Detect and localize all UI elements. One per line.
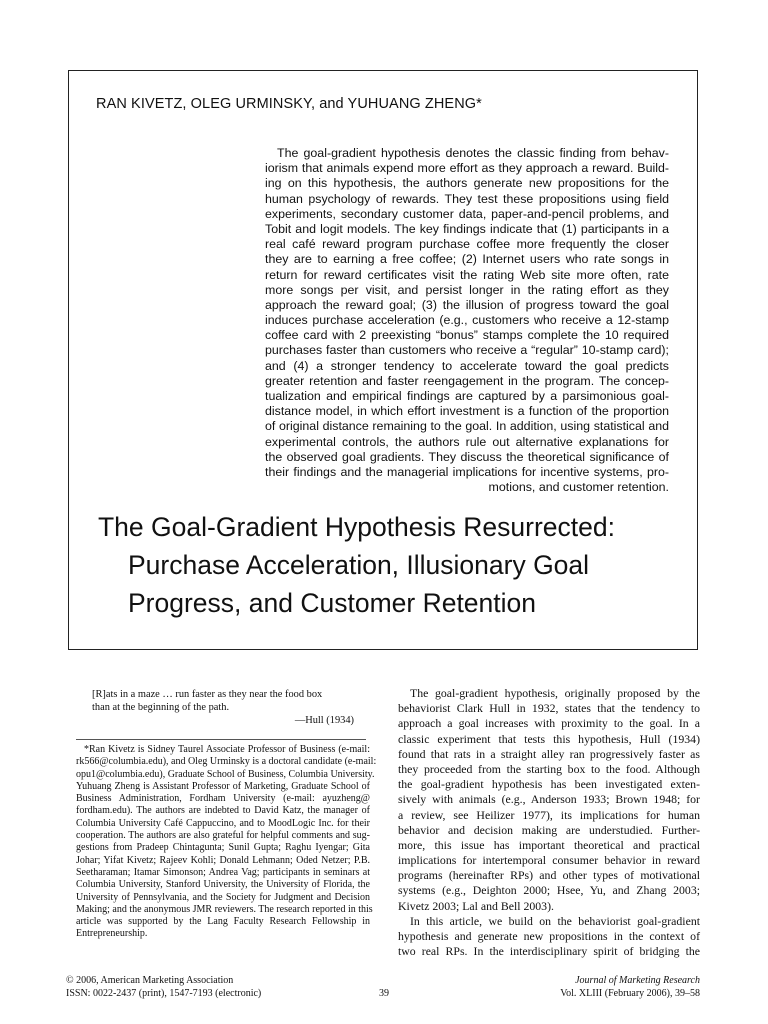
volume-info: Vol. XLIII (February 2006), 39–58 [560,988,700,999]
body-line: they proceeded from the starting box to the food. Although [398,761,700,776]
abstract-line: the observed goal gradients. They discuss the theoretical significance of [265,449,669,464]
body-line: behavior and decision making are understudied. Further- [398,822,700,837]
abstract-line: ing on this hypothesis, the authors generate new propositions for the [265,176,669,191]
footnote-divider [76,739,366,740]
footnote-line: University of Pennsylvania, and the Society for Judgment and Decision [76,891,370,903]
article-title [98,508,678,622]
body-line: Kivetz 2003; Lal and Bell 2003). [398,898,554,913]
abstract-line: real café reward program purchase coffee more frequently the closer [265,237,669,252]
body-line: classic experiment that tests this hypothesis, Hull (1934) [398,731,700,746]
footnote-line: opu1@columbia.edu), Graduate School of Business, Columbia University. [76,768,375,780]
footnote-line: Columbia University, Stanford University, the University of Florida, the [76,879,370,891]
epigraph-line: than at the beginning of the path. [92,702,230,713]
footnote-line: Yuhuang Zheng is Assistant Professor of Marketing, Graduate School of [76,780,370,792]
abstract-line: distance model, in which effort investment is a function of the proportion [265,404,669,419]
abstract-line: purchases faster than customers who receive a “regular” 10-stamp card); [265,343,669,358]
footnote-line: Columbia University Café Cappuccino, and to MoodLogic Inc. for their [76,817,370,829]
body-text-column [398,686,700,959]
abstract-line: human psychology of rewards. They test these propositions using field [265,191,669,206]
abstract-line: experimental controls, the authors rule out alternative explanations for [265,434,669,449]
body-line: In this article, we build on the behaviorist goal-gradient [410,913,700,928]
body-line: the goal-gradient hypothesis has been investigated exten- [398,777,700,792]
title-line: Progress, and Customer Retention [128,588,537,618]
footnote-line: cooperation. The authors are also grateful for helpful comments and sug- [76,830,370,842]
journal-name: Journal of Marketing Research [575,975,700,986]
copyright: © 2006, American Marketing Association [66,975,234,986]
abstract-line: motions, and customer retention. [488,480,669,495]
footer-right [560,974,700,1000]
title-line: The Goal-Gradient Hypothesis Resurrected: [98,512,615,542]
footnote-line: Entrepreneurship. [76,928,148,940]
body-line: implications for intertemporal consumer behavior in reward [398,853,700,868]
footnote-line: Johar; Yifat Kivetz; Rajeev Kohli; Donald Lehmann; Oded Netzer; P.B. [76,854,370,866]
footnote-line: article was supported by the Lang Faculty Research Fellowship in [76,916,370,928]
body-line: sively with animals (e.g., Anderson 1933; Brown 1948; for [398,792,700,807]
abstract-line: iorism that animals expend more effort as they approach a reward. Build- [265,161,669,176]
abstract-line: The goal-gradient hypothesis denotes the classic finding from behav- [277,146,669,160]
footnote-line: fordham.edu). The authors are indebted to David Katz, the manager of [76,805,370,817]
abstract-line: induces purchase acceleration (e.g., customers who receive a 12-stamp [265,313,669,328]
body-line: systems (e.g., Deighton 2000; Hsee, Yu, and Zhang 2003; [398,883,700,898]
footer-left [66,974,261,1000]
issn: ISSN: 0022-2437 (print), 1547-7193 (electronic) [66,988,262,999]
body-line: two real RPs. In the interdisciplinary spirit of bridging the [398,944,700,959]
body-line: approach a goal increases with proximity to the goal. In a [398,716,700,731]
body-line: found that rats in a straight alley ran progressively faster as [398,746,700,761]
footnote-line: Business Administration, Fordham University (e-mail: ayuzheng@ [76,793,370,805]
abstract-line: experiments, secondary customer data, paper-and-pencil problems, and [265,206,669,221]
body-line: more, this issue has important theoretical and practical [398,837,700,852]
abstract [265,146,669,495]
page-number: 39 [379,988,389,999]
abstract-line: approach the reward goal; (3) the illusion of progress toward the goal [265,297,669,312]
abstract-line: greater retention and faster reengagement in the program. The concep- [265,373,669,388]
abstract-line: Tobit and logit models. The key findings indicate that (1) participants in a [265,221,669,236]
epigraph-line: [R]ats in a maze … run faster as they near the food box [92,689,323,700]
body-line: behaviorist Clark Hull in 1932, states that the tendency to [398,701,700,716]
abstract-line: more songs per visit, and persist longer in the rating effort as they [265,282,669,297]
body-line: a review, see Heilizer 1977), its implications for human [398,807,700,822]
authors-line: RAN KIVETZ, OLEG URMINSKY, and YUHUANG ZHENG* [96,96,482,112]
abstract-line: of original distance remaining to the goal. In addition, using statistical and [265,419,669,434]
epigraph-attribution: —Hull (1934) [294,715,354,726]
abstract-line: and (4) a stronger tendency to accelerate toward the goal predicts [265,358,669,373]
abstract-line: coffee card with 2 preexisting “bonus” stamps complete the 10 required [265,328,669,343]
body-line: hypothesis and generate new propositions in the context of [398,929,700,943]
epigraph [92,688,354,727]
abstract-line: tualization and empirical findings are captured by a parsimonious goal- [265,389,669,403]
body-line: programs (hereinafter RPs) and other types of motivational [398,868,700,883]
author-footnote [76,744,377,941]
footnote-line: rk566@columbia.edu), and Oleg Urminsky is a doctoral candidate (e-mail: [76,756,377,768]
abstract-line: they are to earning a free coffee; (2) Internet users who rate songs in [265,252,669,267]
title-line: Purchase Acceleration, Illusionary Goal [128,550,590,580]
footnote-line: Making; and the anonymous JMR reviewers. The research reported in this [76,903,373,915]
body-line: The goal-gradient hypothesis, originally proposed by the [410,686,700,700]
footnote-line: Seetharaman; Itamar Simonson; Andrea Vag; participants in seminars at [76,866,370,878]
abstract-line: return for reward certificates visit the rating Web site more often, rate [265,267,669,282]
abstract-line: their findings and the managerial implications for incentive systems, pro- [265,464,669,479]
footnote-line: *Ran Kivetz is Sidney Taurel Associate Professor of Business (e-mail: [84,744,370,755]
footnote-line: gestions from Pradeep Chintagunta; Sunil Gupta; Raghu Iyengar; Gita [76,842,370,854]
